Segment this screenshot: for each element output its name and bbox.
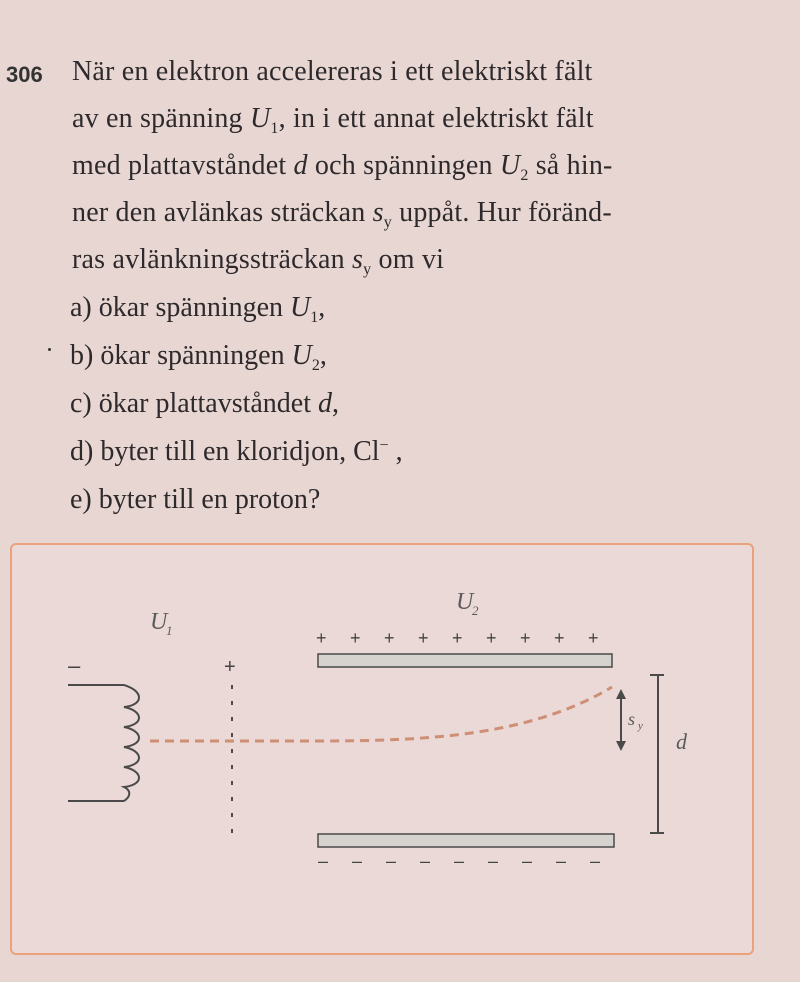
svg-text:+: + — [520, 628, 531, 648]
sy-arrow — [616, 689, 626, 751]
deflection-figure — [10, 543, 754, 955]
option-text: , — [318, 292, 326, 323]
subscript: 2 — [520, 167, 529, 184]
question-line-3 — [72, 150, 613, 185]
svg-text:–: – — [352, 851, 363, 871]
svg-text:+: + — [452, 628, 463, 648]
problem-number: 306 — [6, 62, 43, 87]
question-line-2 — [72, 103, 594, 138]
question-text: uppåt. Hur föränd- — [391, 197, 612, 228]
question-text: med plattavståndet — [72, 150, 294, 181]
option-text: c) ökar plattavståndet — [70, 388, 319, 419]
subscript: y — [383, 214, 392, 231]
variable-s: s — [352, 244, 364, 275]
question-line-1 — [72, 56, 593, 88]
variable-u: U — [291, 340, 312, 371]
variable-d: d — [293, 150, 308, 181]
u2-subscript: 2 — [472, 603, 479, 618]
svg-text:+: + — [554, 628, 565, 648]
question-text: ras avlänkningssträckan — [72, 244, 353, 275]
svg-text:–: – — [386, 851, 397, 871]
svg-text:–: – — [454, 851, 465, 871]
option-c — [70, 388, 339, 420]
question-text: så hin- — [528, 150, 613, 181]
svg-text:–: – — [318, 851, 329, 871]
option-a — [70, 292, 325, 327]
sy-label: s — [628, 709, 636, 729]
svg-text:–: – — [556, 851, 567, 871]
question-text: När en elektron accelereras i ett elektriskt fält — [72, 56, 593, 87]
option-text: , — [388, 436, 403, 467]
subscript: y — [363, 261, 372, 278]
variable-u: U — [290, 292, 311, 323]
svg-text:–: – — [488, 851, 499, 871]
d-label: d — [676, 729, 687, 754]
svg-text:+: + — [316, 628, 327, 648]
option-text: , — [319, 340, 327, 371]
question-line-5 — [72, 244, 444, 279]
variable-u: U — [249, 103, 271, 134]
top-plate — [318, 654, 612, 667]
question-text: , in i ett annat elektriskt fält — [278, 103, 594, 134]
u1-label: U — [150, 609, 168, 635]
superscript: − — [379, 437, 389, 454]
question-text: och spänningen — [307, 150, 500, 181]
question-text: ner den avlänkas sträckan — [72, 197, 373, 228]
svg-text:+: + — [588, 628, 599, 648]
svg-text:+: + — [350, 628, 361, 648]
variable-s: s — [372, 197, 384, 228]
variable-u: U — [499, 150, 521, 181]
svg-text:+: + — [384, 628, 395, 648]
option-b — [70, 340, 327, 375]
question-text: av en spänning — [72, 103, 250, 134]
electron-path — [150, 687, 612, 741]
cathode-coil — [68, 685, 139, 801]
svg-text:–: – — [590, 851, 601, 871]
u2-label: U — [456, 589, 474, 615]
variable-d: d — [318, 388, 333, 419]
top-plate-plus-signs — [316, 628, 599, 648]
bottom-plate-minus-signs — [318, 851, 600, 871]
sy-subscript: y — [638, 720, 643, 732]
option-text: a) ökar spänningen — [70, 292, 291, 323]
option-d — [70, 436, 403, 468]
d-bracket — [650, 675, 664, 833]
option-e — [70, 484, 320, 516]
option-text: e) byter till en proton? — [70, 484, 321, 515]
margin-dot — [48, 348, 51, 351]
option-text: b) ökar spänningen — [70, 340, 292, 371]
question-text: om vi — [371, 244, 445, 275]
subscript: 1 — [310, 309, 319, 326]
question-line-4 — [72, 197, 612, 232]
svg-text:+: + — [486, 628, 497, 648]
subscript: 2 — [311, 357, 320, 374]
anode-plus-sign: + — [224, 656, 236, 678]
svg-text:+: + — [418, 628, 429, 648]
option-text: d) byter till en kloridjon, Cl — [70, 436, 380, 467]
svg-text:–: – — [420, 851, 431, 871]
option-text: , — [332, 388, 340, 419]
cathode-minus-sign: – — [68, 653, 81, 678]
figure-svg — [12, 545, 752, 953]
svg-text:–: – — [522, 851, 533, 871]
u1-subscript: 1 — [166, 623, 173, 638]
subscript: 1 — [270, 120, 279, 137]
bottom-plate — [318, 834, 614, 847]
